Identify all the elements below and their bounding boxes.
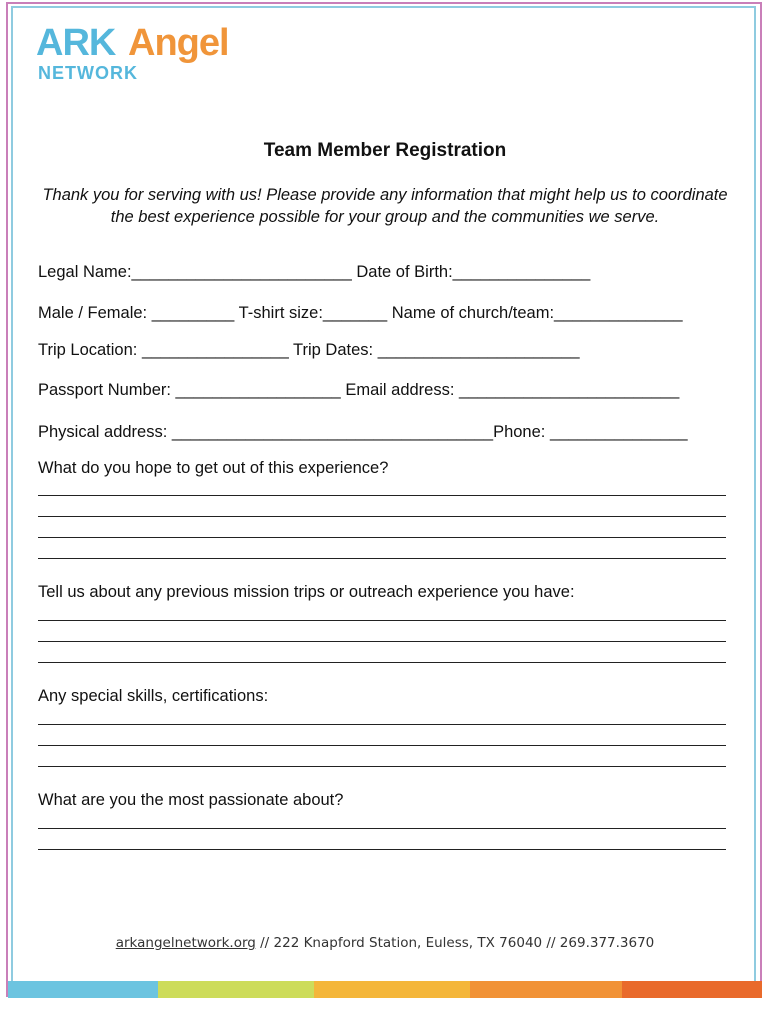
field-row-trip[interactable]: Trip Location: ________________ Trip Dates: ______________________ <box>38 341 580 359</box>
field-row-name-dob[interactable]: Legal Name:________________________ Date of Birth:_______________ <box>38 263 591 281</box>
field-row-address-phone[interactable]: Physical address: ___________________________________Phone: _______________ <box>38 423 688 441</box>
answer-line[interactable] <box>38 516 726 517</box>
answer-line[interactable] <box>38 662 726 663</box>
footer-address: // 222 Knapford Station, Euless, TX 76040 // 269.377.3670 <box>255 935 655 951</box>
question-hope: What do you hope to get out of this experience? <box>38 459 389 477</box>
logo-network-text: NETWORK <box>38 63 138 83</box>
website-link[interactable]: arkangelnetwork.org <box>115 935 256 951</box>
answer-line[interactable] <box>38 537 726 538</box>
answer-line[interactable] <box>38 620 726 621</box>
answer-line[interactable] <box>38 724 726 725</box>
question-passion: What are you the most passionate about? <box>38 791 344 809</box>
color-stripe-segment <box>622 981 762 998</box>
color-stripe-segment <box>8 981 158 998</box>
footer-contact <box>0 935 770 951</box>
answer-line[interactable] <box>38 641 726 642</box>
intro-text: Thank you for serving with us! Please provide any information that might help us to coordinate the best experience possible for your group and the communities we serve. <box>42 186 728 226</box>
color-stripe-segment <box>314 981 470 998</box>
page-title: Team Member Registration <box>263 140 507 161</box>
color-stripe-segment <box>470 981 622 998</box>
ark-angel-logo <box>36 20 236 86</box>
answer-line[interactable] <box>38 828 726 829</box>
answer-line[interactable] <box>38 745 726 746</box>
answer-line[interactable] <box>38 558 726 559</box>
question-previous-trips: Tell us about any previous mission trips or outreach experience you have: <box>38 583 575 601</box>
logo-ark-text: ARK <box>36 22 116 64</box>
logo-angel-text: Angel <box>128 22 229 64</box>
question-skills: Any special skills, certifications: <box>38 687 269 705</box>
field-row-gender-shirt-church[interactable]: Male / Female: _________ T-shirt size:_______ Name of church/team:______________ <box>38 304 683 322</box>
answer-line[interactable] <box>38 495 726 496</box>
answer-line[interactable] <box>38 849 726 850</box>
color-stripe-segment <box>158 981 314 998</box>
answer-line[interactable] <box>38 766 726 767</box>
field-row-passport-email[interactable]: Passport Number: __________________ Email address: ________________________ <box>38 381 680 399</box>
